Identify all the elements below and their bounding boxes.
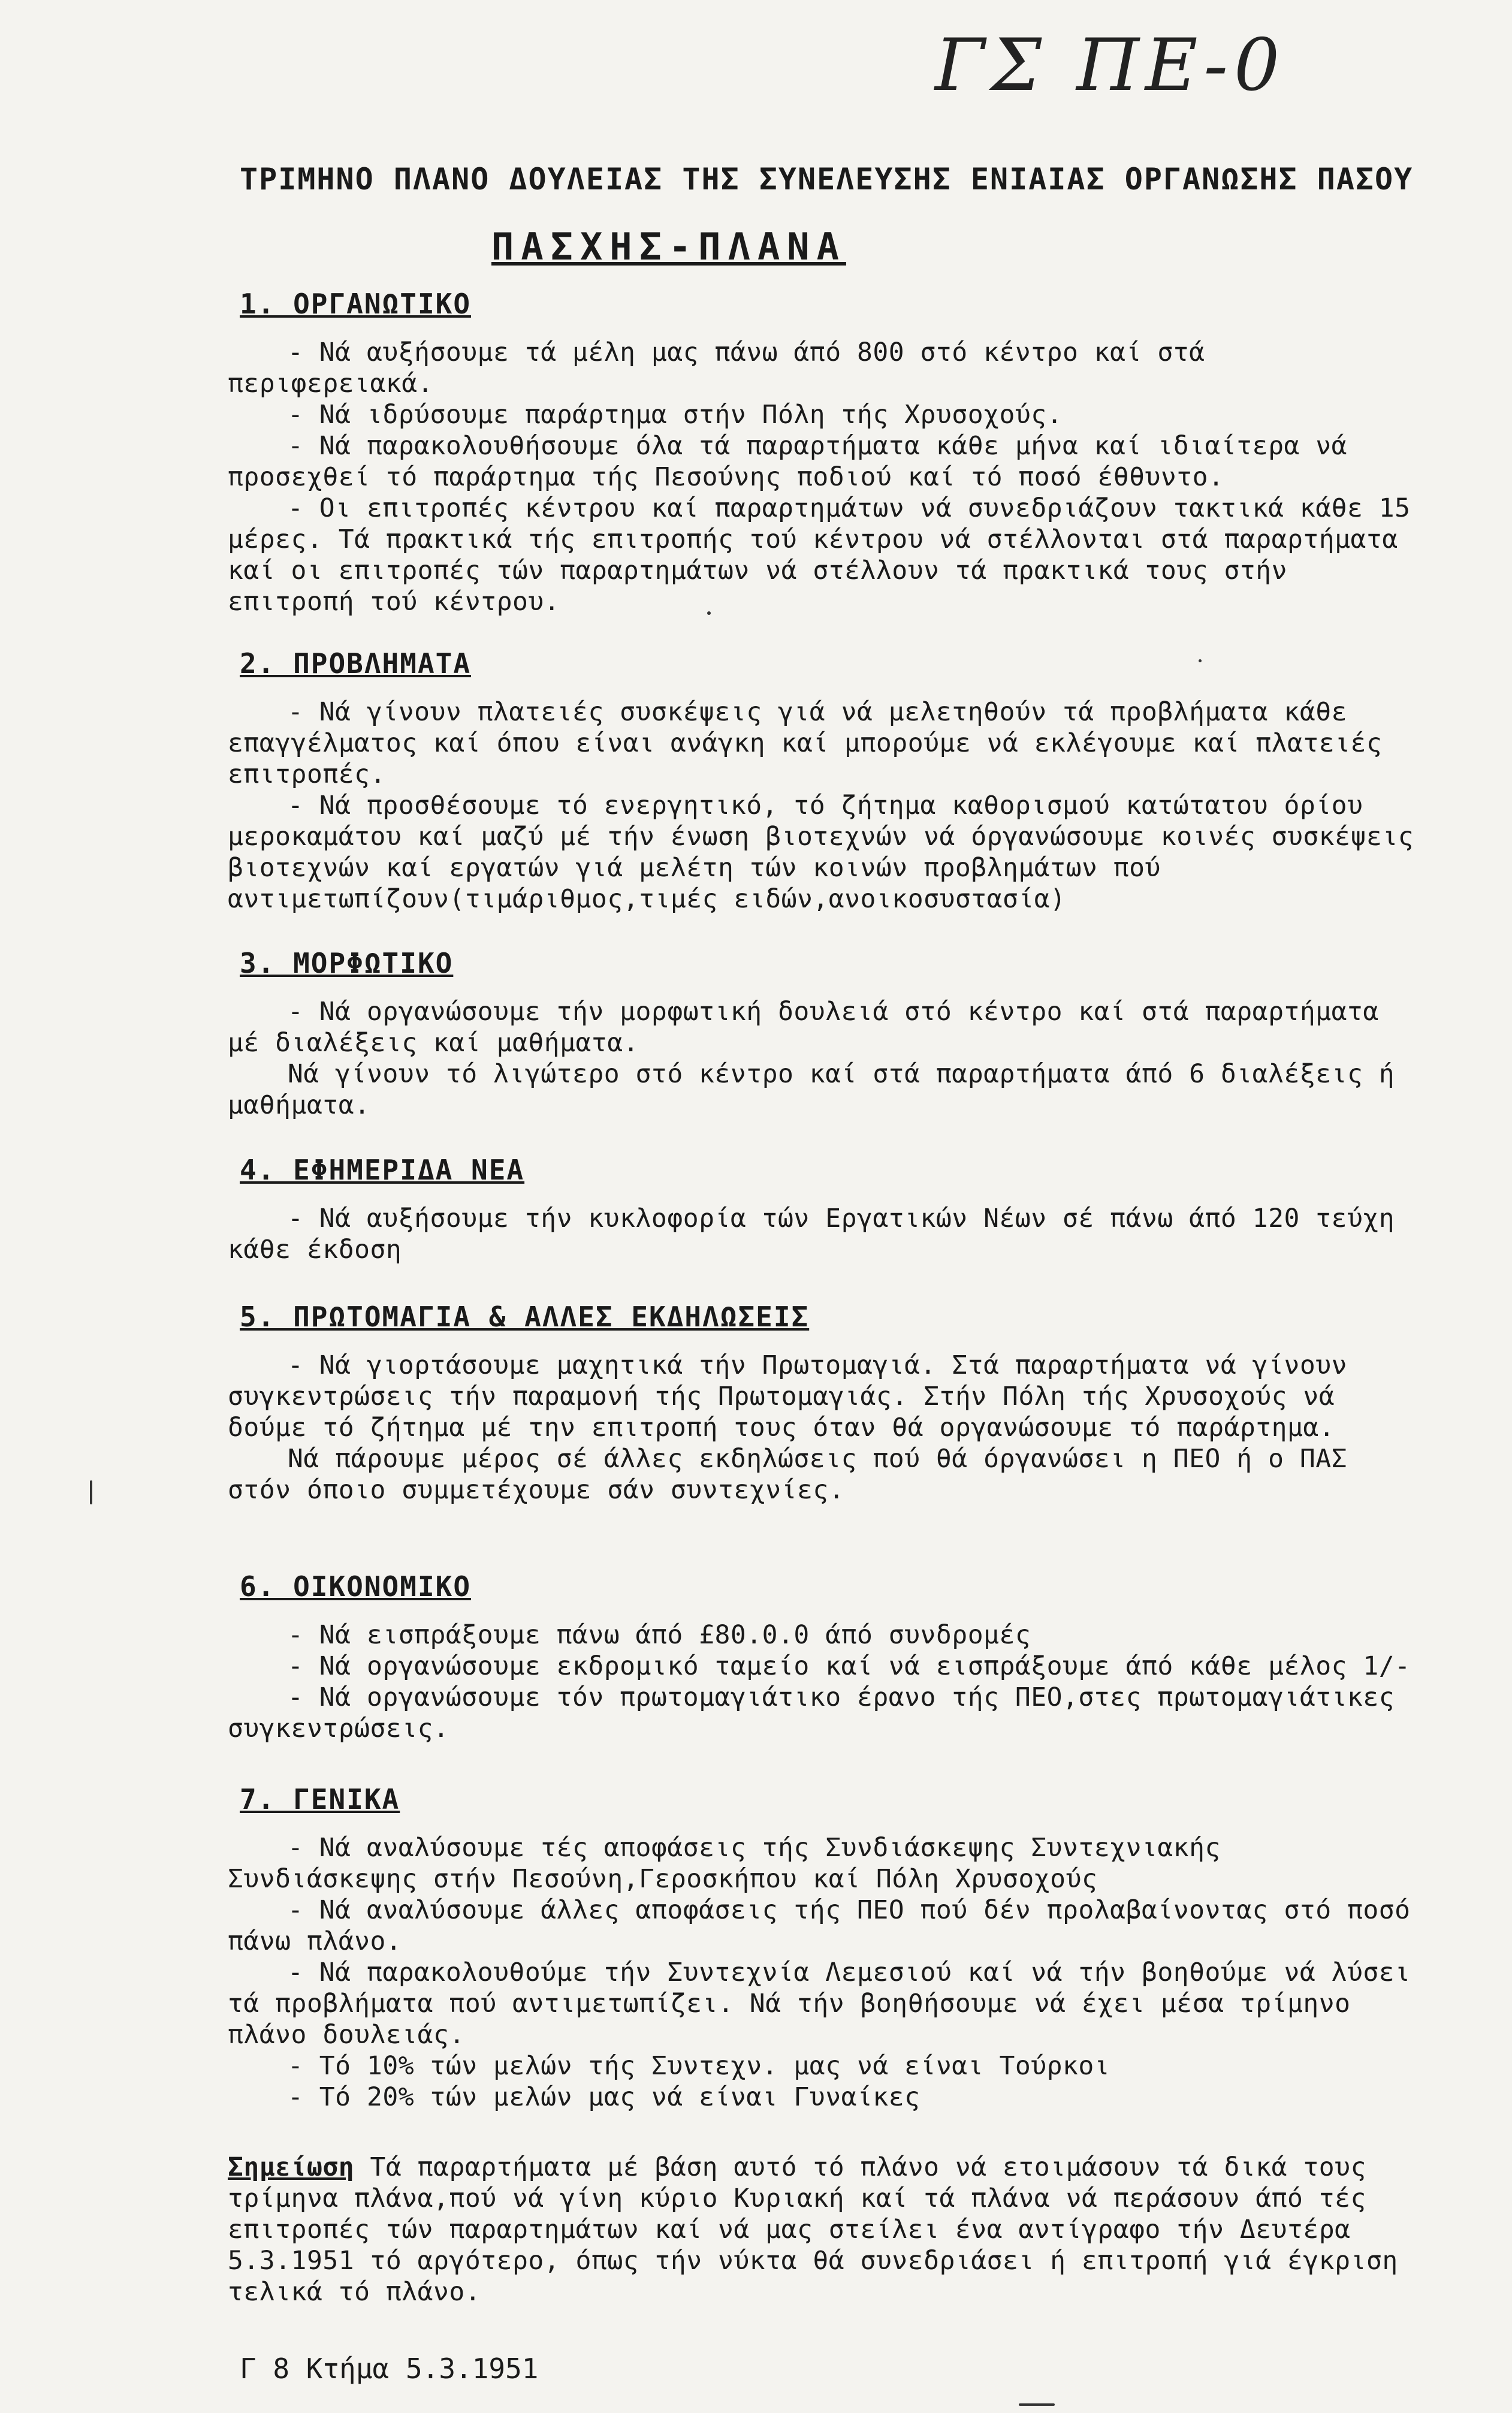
paragraph: - Νά οργανώσουμε τήν μορφωτική δουλειά στό κέντρο καί στά παραρτήματα μέ διαλέξεις καί μαθήματα.	[228, 997, 1379, 1058]
section-heading: 2. ΠΡΟΒΛΗΜΑΤΑ	[240, 647, 472, 680]
section-educational	[228, 947, 1420, 1121]
signature-line: Γ 8 Κτήμα 5.3.1951	[240, 2352, 539, 2385]
section-heading: 3. ΜΟΡΦΩΤΙΚΟ	[240, 947, 454, 979]
paragraph: - Νά αυξήσουμε τήν κυκλοφορία τών Εργατικών Νέων σέ πάνω άπό 120 τεύχη κάθε έκδοση	[228, 1204, 1395, 1265]
scan-mark	[1019, 2403, 1055, 2406]
paragraph: - Νά ιδρύσουμε παράρτημα στήν Πόλη τής Χρυσοχούς.	[288, 400, 1063, 430]
handwritten-reference-mark: ΓΣ ΠΕ-0	[935, 24, 1286, 107]
note-label: Σημείωση	[228, 2152, 355, 2182]
section-heading: 7. ΓΕΝΙΚΑ	[240, 1783, 400, 1815]
document-title: ΤΡΙΜΗΝΟ ΠΛΑΝΟ ΔΟΥΛΕΙΑΣ ΤΗΣ ΣΥΝΕΛΕΥΣΗΣ ΕΝΙΑΙΑΣ ΟΡΓΑΝΩΣΗΣ ΠΑΣΟΥ	[240, 162, 1414, 197]
document-subtitle: ΠΑΣΧΗΣ-ΠΛΑΝΑ	[491, 225, 846, 269]
section-organizational	[228, 288, 1420, 617]
note-text: Τά παραρτήματα μέ βάση αυτό τό πλάνο νά ετοιμάσουν τά δικά τους τρίμηνα πλάνα,πού νά γίνη κύριο Κυριακή καί τά πλάνα νά περάσουν άπό τές επιτροπές τών παραρτημάτων καί νά μας στείλει ένα αντίγραφο τήν Δευτέρα 5.3.1951 τό αργότερο, όπως τήν νύκτα θά συνεδριάσει ή επιτροπή γιά έγκριση τελικά τό πλάνο.	[228, 2152, 1398, 2307]
section-problems	[228, 647, 1420, 915]
paragraph: - Νά προσθέσουμε τό ενεργητικό, τό ζήτημα καθορισμού κατώτατου όρίου μεροκαμάτου καί μαζύ μέ τήν ένωση βιοτεχνών νά όργανώσουμε κοινές συσκέψεις βιοτεχνών καί εργατών γιά μελέτη τών κοινών προβλημάτων πού αντιμετωπίζουν(τιμάριθμος,τιμές ειδών,ανοικοσυστασία)	[228, 791, 1414, 914]
paragraph: - Νά παρακολουθήσουμε όλα τά παραρτήματα κάθε μήνα καί ιδιαίτερα νά προσεχθεί τό παράρτημα τής Πεσούνης ποδιού καί τό ποσό έθθυντο.	[228, 431, 1348, 492]
paragraph: Νά γίνουν τό λιγώτερο στό κέντρο καί στά παραρτήματα άπό 6 διαλέξεις ή μαθήματα.	[228, 1059, 1395, 1120]
paragraph: Νά πάρουμε μέρος σέ άλλες εκδηλώσεις πού θά όργανώσει η ΠΕΟ ή ο ΠΑΣ στόν όποιο συμμετέχουμε σάν συντεχνίες.	[228, 1444, 1348, 1505]
paragraph: - Νά οργανώσουμε εκδρομικό ταμείο καί νά εισπράξουμε άπό κάθε μέλος 1/-	[288, 1651, 1411, 1681]
paragraph: - Νά γίνουν πλατειές συσκέψεις γιά νά μελετηθούν τά προβλήματα κάθε επαγγέλματος καί όπου είναι ανάγκη καί μπορούμε νά εκλέγουμε καί πλατειές επιτροπές.	[228, 697, 1383, 789]
scan-speck	[1199, 659, 1202, 662]
paragraph: - Νά αυξήσουμε τά μέλη μας πάνω άπό 800 στό κέντρο καί στά περιφερειακά.	[228, 337, 1205, 399]
section-newspaper	[228, 1154, 1420, 1265]
scan-mark	[90, 1480, 92, 1504]
section-heading: 5. ΠΡΩΤΟΜΑΓΙΑ & ΑΛΛΕΣ ΕΚΔΗΛΩΣΕΙΣ	[240, 1301, 810, 1333]
paragraph: - Νά παρακολουθούμε τήν Συντεχνία Λεμεσιού καί νά τήν βοηθούμε νά λύσει τά προβλήματα πού αντιμετωπίζει. Νά τήν βοηθήσουμε νά έχει μέσα τρίμηνο πλάνο δουλειάς.	[228, 1957, 1411, 2050]
section-heading: 1. ΟΡΓΑΝΩΤΙΚΟ	[240, 288, 472, 320]
paragraph: - Νά εισπράξουμε πάνω άπό £80.0.0 άπό συνδρομές	[288, 1620, 1031, 1650]
section-heading: 6. ΟΙΚΟΝΟΜΙΚΟ	[240, 1570, 472, 1603]
scan-speck	[707, 611, 711, 615]
section-heading: 4. ΕΦΗΜΕΡΙΔΑ ΝΕΑ	[240, 1154, 525, 1186]
paragraph: - Νά οργανώσουμε τόν πρωτομαγιάτικο έρανο τής ΠΕΟ,στες πρωτομαγιάτικες συγκεντρώσεις.	[228, 1682, 1395, 1744]
paragraph: - Νά γιορτάσουμε μαχητικά τήν Πρωτομαγιά. Στά παραρτήματα νά γίνουν συγκεντρώσεις τήν παραμονή τής Πρωτομαγιάς. Στήν Πόλη τής Χρυσοχούς νά δούμε τό ζήτημα μέ την επιτροπή τους όταν θά οργανώσουμε τό παράρτημα.	[228, 1350, 1348, 1443]
paragraph: - Τό 20% τών μελών μας νά είναι Γυναίκες	[288, 2082, 921, 2112]
closing-note	[228, 2152, 1420, 2308]
paragraph: - Νά αναλύσουμε τές αποφάσεις τής Συνδιάσκεψης Συντεχνιακής Συνδιάσκεψης στήν Πεσούνη,Γεροσκήπου καί Πόλη Χρυσοχούς	[228, 1833, 1221, 1894]
paragraph: - Τό 10% τών μελών τής Συντεχν. μας νά είναι Τούρκοι	[288, 2051, 1110, 2081]
paragraph: - Νά αναλύσουμε άλλες αποφάσεις τής ΠΕΟ πού δέν προλαβαίνοντας στό ποσό πάνω πλάνο.	[228, 1895, 1411, 1956]
section-general	[228, 1783, 1420, 2113]
section-mayday-events	[228, 1301, 1420, 1506]
section-financial	[228, 1570, 1420, 1744]
paragraph: - Οι επιτροπές κέντρου καί παραρτημάτων νά συνεδριάζουν τακτικά κάθε 15 μέρες. Τά πρακτικά τής επιτροπής τού κέντρου νά στέλλονται στά παραρτήματα καί οι επιτροπές τών παραρτημάτων νά στέλλουν τά πρακτικά τους στήν επιτροπή τού κέντρου.	[228, 493, 1411, 617]
